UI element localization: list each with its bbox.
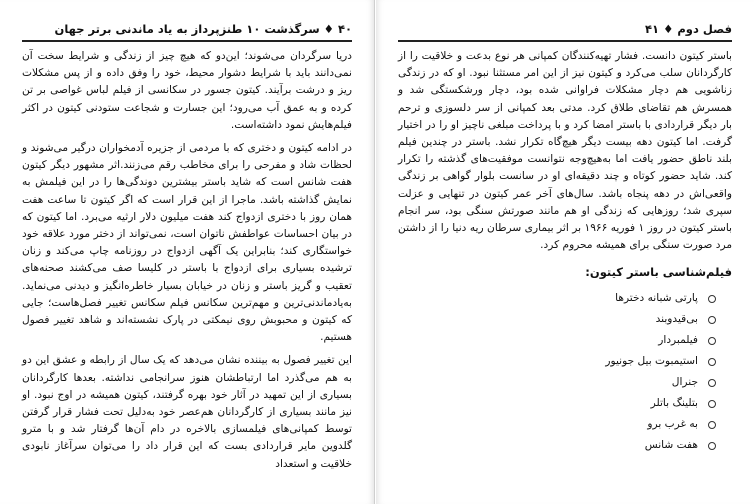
right-page-body <box>398 48 732 456</box>
film-title: بتلینگ باتلر <box>650 396 698 409</box>
paragraph: باستر کیتون دانست. فشار تهیه‌کنندگان کمپانی هر نوع بدعت و خلاقیت را از کارگردانان سلب می‌کرد و کیتون نیز از این امر مستثنا نبود. او که در زندگی زناشویی هم دچار مشکلات فراوانی شده بود، دچار ورشکستگی شد و همسرش هم تقاضای طلاق کرد. مدتی بعد کمپانی از سر دلسوزی و ترحم بار دیگر قراردادی با باستر امضا کرد و با پرداخت مبلغی ناچیز او را در اختیار گرفت. اما کیتون دهه بیست دیگر هیچ‌گاه تکرار نشد. باستر در چندین فیلم بلند ناطق حضور یافت اما به‌هیچ‌وجه نتوانست موفقیت‌های گذشته را تکرار کند. شاید حضور کوتاه و چند دقیقه‌ای او در سانست بلوار گواهی بر زندگی واقعی‌اش در دهه پنجاه باشد. سال‌های آخر عمر کیتون در تنهایی و عزلت سپری شد؛ روزهایی که زندگی او هم مانند صورتش سنگی بود، سر انجام باستر کیتون در روز ۱ فوریه ۱۹۶۶ بر اثر بیماری سرطان ریه دنیا را از داشتن مرد صورت سنگی برای همیشه محروم کرد. <box>398 50 732 252</box>
bullet-icon <box>708 442 716 450</box>
bullet-icon <box>708 379 716 387</box>
header-rule <box>22 40 352 42</box>
left-page-header <box>22 20 352 38</box>
left-page <box>0 0 375 504</box>
film-title: بی‌قیدوبند <box>655 312 698 325</box>
paragraph: این تغییر فصول به بیننده نشان می‌دهد که یک سال از رابطه و عشق این دو به هم می‌گذرد اما ارتباطشان هنوز سرانجامی نداشته. بعدها کارگردانان بسیاری از این تمهید در آثار خود بهره گرفتند، کیتون همیشه در اوج نبود. او نیز مانند بسیاری از کارگردانان هم‌عصر خود به‌دلیل تحت فشار قرار گرفتن توسط کمپانی‌های فیلمسازی بالاخره در دام آن‌ها گرفتار شد و با مترو گلدوین مایر قراردادی بست که این قرار داد را می‌توان سرآغاز نابودی خلاقیت و استعداد <box>22 354 352 470</box>
right-page <box>376 0 754 504</box>
left-header-text: ۴۰ ♦ سرگذشت ۱۰ طنزپرداز به یاد ماندنی برتر جهان <box>54 22 352 36</box>
bullet-icon <box>708 295 716 303</box>
film-title: استیمبوت بیل جونیور <box>605 354 698 367</box>
film-title: پارتی شبانه دخترها <box>615 291 698 304</box>
bullet-icon <box>708 337 716 345</box>
list-item <box>398 372 716 393</box>
paragraph: دریا سرگردان می‌شوند؛ این‌دو که هیچ چیز از زندگی و شرایط سخت آن نمی‌دانند باید با شرایط دشوار محیط، خود را وفق داده و از پس مشکلات ریز و درشت برآیند. کیتون جسور در سکانسی از فیلم لباس غواصی بر تن کرده و به عمق آب می‌رود؛ این جسارت و شجاعت ستودنی کیتون در اکثر فیلم‌هایش نمود داشته‌است. <box>22 50 352 131</box>
list-item <box>398 435 716 456</box>
bullet-icon <box>708 400 716 408</box>
filmography-title: فیلم‌شناسی باستر کیتون: <box>585 265 732 280</box>
paragraph: در ادامه کیتون و دختری که با مردمی از جزیره آدمخواران درگیر می‌شوند و لحظات شاد و مفرحی را برای مخاطب رقم می‌زنند.اثر مشهور دیگر کیتون هفت شانس است که شاید باستر بیشترین دوندگی‌ها را در این فیلمش به نمایش گذاشته باشد. ماجرا از این قرار است که اگر کیتون تا ساعت هفت همان روز با دختری ازدواج کند هفت میلیون دلار ارثیه می‌برد. اما کیتون که در بیان احساسات عواطفش ناتوان است، نمی‌تواند از دختر مورد علاقه خود خواستگاری کند؛ بنابراین یک آگهی ازدواج در روزنامه چاپ می‌کند و زنان ترشیده بسیاری برای ازدواج با باستر در کلیسا صف می‌کشند صحنه‌های تعقیب و گریز باستر و زنان در خیابان بسیار خاطره‌انگیز و دیدنی می‌نماید. به‌یادماندنی‌ترین و مهم‌ترین سکانس فیلم سکانس تغییر فصل‌هاست؛ جایی که کیتون و محبوبش روی نیمکتی در پارک نشسته‌اند و شاهد تغییر فصول هستیم. <box>22 142 352 344</box>
list-item <box>398 393 716 414</box>
list-item <box>398 288 716 309</box>
film-title: فیلمبردار <box>658 333 698 346</box>
header-rule <box>398 40 732 42</box>
list-item <box>398 351 716 372</box>
film-title: هفت شانس <box>644 438 698 451</box>
bullet-icon <box>708 421 716 429</box>
list-item <box>398 414 716 435</box>
film-title: جنرال <box>671 375 698 388</box>
right-page-header <box>398 20 732 38</box>
left-page-body <box>22 48 352 479</box>
list-item <box>398 330 716 351</box>
filmography-list <box>398 288 732 456</box>
film-title: به غرب برو <box>647 417 698 430</box>
bullet-icon <box>708 316 716 324</box>
list-item <box>398 309 716 330</box>
right-header-text: فصل دوم ♦ ۴۱ <box>645 22 732 36</box>
bullet-icon <box>708 358 716 366</box>
